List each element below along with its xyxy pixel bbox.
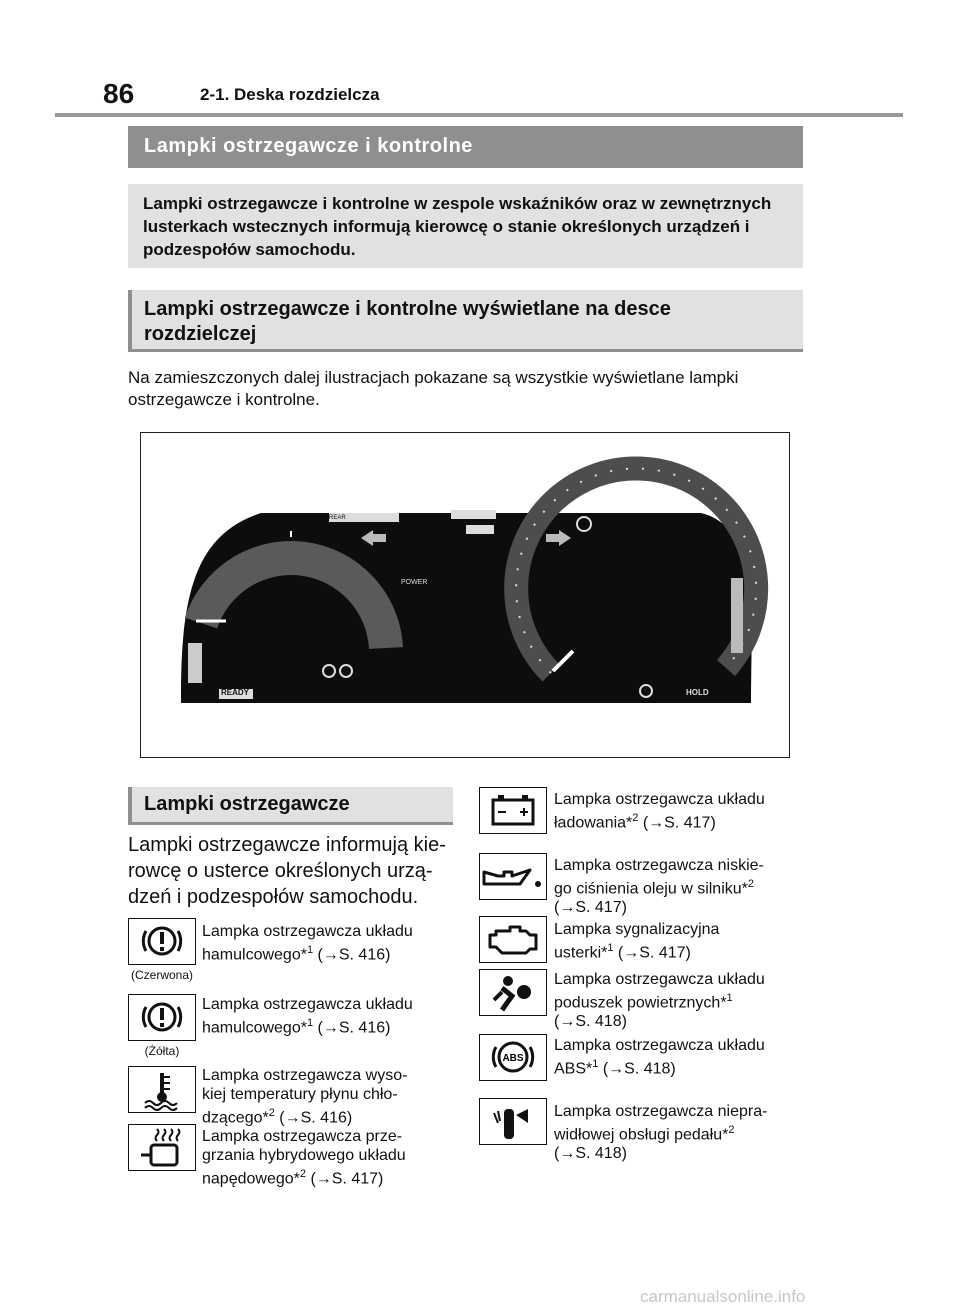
page-number: 86: [103, 78, 135, 109]
brake-warning-icon: [128, 918, 196, 965]
warning-heading: Lampki ostrzegawcze: [144, 793, 350, 815]
desc-line: hamulcowego*: [202, 1019, 307, 1037]
body-paragraph: Na zamieszczonych dalej ilustracjach pokazane są wszystkie wyświetlane lampki ostrzegawcze i kontrolne.: [128, 368, 739, 409]
footnote-mark: 1: [726, 992, 733, 1004]
page-ref: (→S. 416): [274, 1109, 353, 1127]
warning-heading-box: [128, 787, 453, 825]
ready-indicator: READY: [221, 688, 250, 697]
desc-line: widłowej obsługi pedału*: [554, 1126, 729, 1144]
abs-description: [554, 1036, 765, 1078]
battery-charge-icon: [479, 787, 547, 834]
subheading-box: [128, 290, 803, 352]
instrument-cluster-figure: [140, 432, 790, 758]
footnote-mark: 1: [592, 1058, 599, 1070]
hybrid-overheat-description: [202, 1127, 406, 1188]
pedal-description: [554, 1102, 767, 1163]
desc-line: kiej temperatury płynu chło-: [202, 1086, 398, 1103]
footnote-mark: 2: [299, 1168, 306, 1180]
coolant-temperature-icon: [128, 1066, 196, 1113]
desc-line: Lampka ostrzegawcza układu: [554, 1037, 765, 1054]
oil-pressure-icon: [479, 853, 547, 900]
desc-line: Lampka ostrzegawcza układu: [554, 971, 765, 988]
instrument-cluster-illustration: [141, 433, 789, 757]
footnote-mark: 2: [747, 878, 755, 890]
footnote-mark: 1: [306, 944, 314, 956]
page-ref: (→S. 417): [638, 814, 716, 832]
warning-intro-text: Lampki ostrzegawcze informują kie-rowcę o usterce określonych urzą-dzeń i podzespołów samochodu.: [128, 834, 446, 908]
footnote-mark: 2: [728, 1124, 735, 1136]
page-ref: (→S. 416): [313, 1019, 391, 1037]
pedal-misoperation-icon: [479, 1098, 547, 1145]
hold-indicator: HOLD: [686, 688, 709, 697]
page-ref: (→S. 417): [554, 899, 627, 917]
header-rule: [55, 113, 903, 117]
page-ref: (→S. 418): [554, 1145, 627, 1163]
section-title: 2-1. Deska rozdzielcza: [200, 85, 380, 104]
footnote-mark: 1: [306, 1017, 314, 1029]
battery-description: [554, 790, 765, 832]
brake-warning-icon: [128, 994, 196, 1041]
desc-line: dzącego*: [202, 1109, 269, 1127]
page-ref: (→S. 418): [554, 1013, 627, 1031]
desc-line: Lampka ostrzegawcza niskie-: [554, 857, 764, 874]
title-band: [128, 126, 803, 168]
desc-line: ładowania*: [554, 814, 633, 832]
desc-line: Lampka ostrzegawcza układu: [554, 791, 765, 808]
rear-indicator: REAR: [329, 515, 346, 521]
airbag-description: [554, 970, 765, 1031]
desc-line: hamulcowego*: [202, 946, 307, 964]
brake-yellow-description: [202, 995, 413, 1037]
yellow-caption: (Żółta): [144, 1044, 180, 1058]
desc-line: poduszek powietrznych*: [554, 994, 727, 1012]
hybrid-overheat-icon: [128, 1124, 196, 1171]
page-ref: (→S. 416): [313, 946, 391, 964]
intro-text: Lampki ostrzegawcze i kontrolne w zespole wskaźników oraz w zewnętrznych lusterkach wstecznych informują kierowcę o stanie określonych urządzeń i podzespołów samochodu.: [143, 194, 772, 259]
oil-pressure-description: [554, 856, 764, 917]
abs-label: ABS: [502, 1053, 524, 1064]
red-caption: (Czerwona): [130, 968, 193, 982]
brake-red-description: [202, 922, 413, 964]
footnote-mark: 2: [632, 812, 639, 824]
watermark: carmanualsonline.info: [640, 1287, 806, 1306]
desc-line: Lampka ostrzegawcza wyso-: [202, 1067, 408, 1084]
footnote-mark: 2: [268, 1107, 275, 1119]
desc-line: ABS*: [554, 1060, 593, 1078]
subheading: Lampki ostrzegawcze i kontrolne wyświetlane na desce rozdzielczej: [144, 298, 671, 345]
page-ref: (→S. 417): [613, 944, 691, 962]
desc-line: Lampka ostrzegawcza prze-: [202, 1128, 403, 1145]
coolant-description: [202, 1066, 407, 1127]
desc-line: Lampka ostrzegawcza układu: [202, 923, 413, 940]
desc-line: napędowego*: [202, 1170, 300, 1188]
abs-icon: [479, 1034, 547, 1081]
check-engine-icon: [479, 916, 547, 963]
power-label: POWER: [401, 579, 428, 586]
intro-box: [128, 184, 803, 268]
airbag-icon: [479, 969, 547, 1016]
page-title: Lampki ostrzegawcze i kontrolne: [144, 135, 473, 157]
desc-line: Lampka sygnalizacyjna: [554, 921, 720, 938]
page-ref: (→S. 418): [598, 1060, 676, 1078]
desc-line: Lampka ostrzegawcza niepra-: [554, 1103, 768, 1120]
desc-line: grzania hybrydowego układu: [202, 1147, 406, 1164]
desc-line: Lampka ostrzegawcza układu: [202, 996, 413, 1013]
desc-line: usterki*: [554, 944, 608, 962]
desc-line: go ciśnienia oleju w silniku*: [554, 880, 748, 898]
check-engine-description: [554, 920, 719, 962]
page-ref: (→S. 417): [306, 1170, 384, 1188]
footnote-mark: 1: [607, 942, 614, 954]
